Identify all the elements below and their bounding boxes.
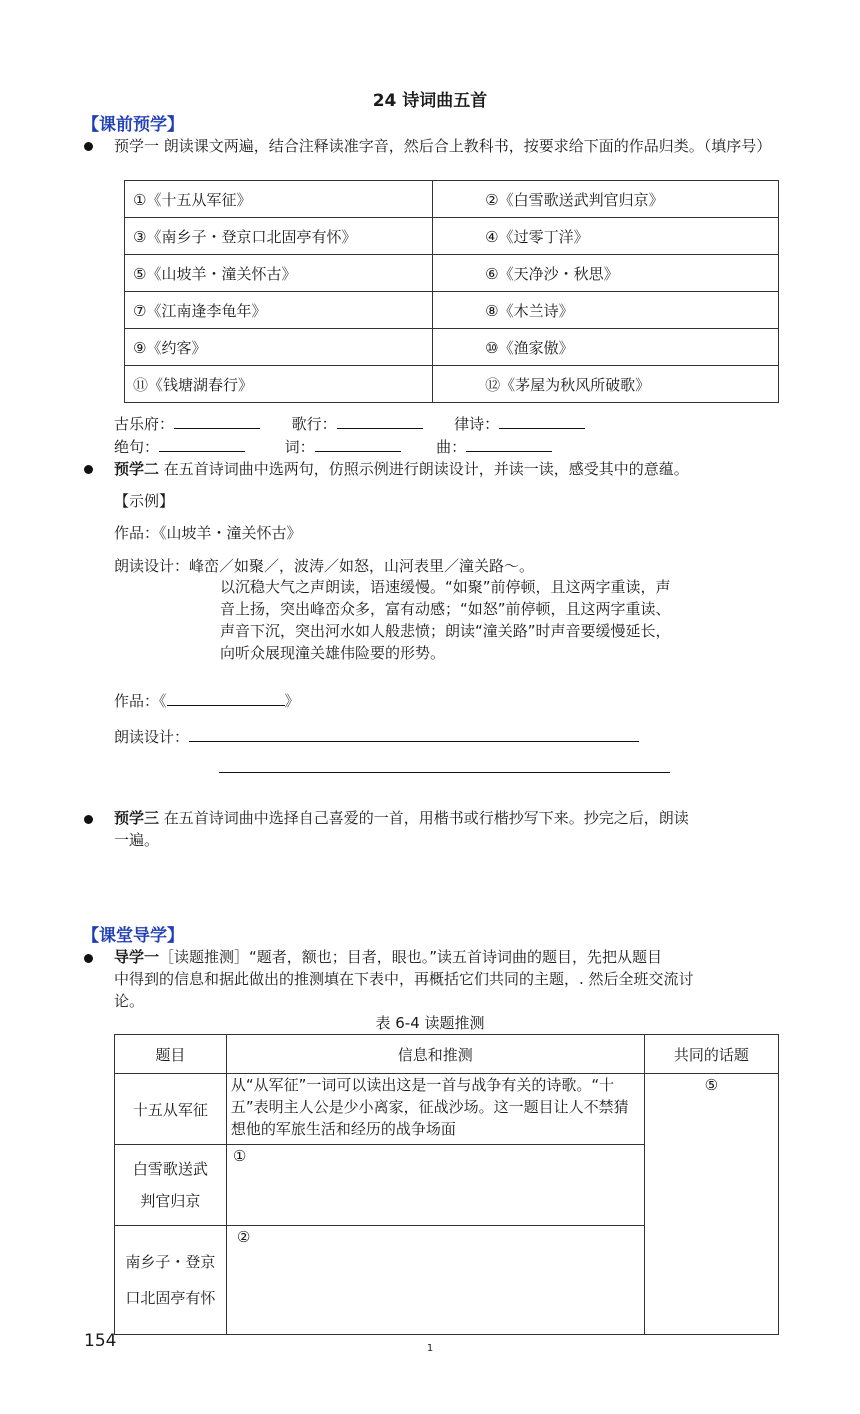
answer-design-line bbox=[114, 726, 639, 748]
works-row bbox=[125, 366, 779, 403]
example-work-line: 作品：《山坡羊・潼关怀古》 bbox=[114, 524, 302, 542]
work-item: ⑤《山坡羊・潼关怀古》 bbox=[125, 255, 433, 292]
work-item: ⑪《钱塘湖春行》 bbox=[125, 366, 433, 403]
header-info: 信息和推测 bbox=[226, 1035, 644, 1074]
page-number: 154 bbox=[84, 1331, 117, 1351]
work-item: ⑩《渔家傲》 bbox=[433, 329, 779, 366]
header-title: 题目 bbox=[115, 1035, 227, 1074]
blank-lvshi[interactable] bbox=[499, 414, 585, 429]
bullet bbox=[84, 815, 93, 824]
row2-title bbox=[115, 1145, 227, 1226]
work-item: ①《十五从军征》 bbox=[125, 181, 433, 218]
reading-inference-table bbox=[114, 1034, 779, 1335]
footer-number: 1 bbox=[426, 1343, 434, 1354]
pre-study-3-text-2: 一遍。 bbox=[114, 831, 160, 849]
explain-line: 以沉稳大气之声朗读，语速缓慢。“如聚”前停顿，且这两字重读，声 bbox=[220, 578, 671, 596]
work-item: ③《南乡子・登京口北固亭有怀》 bbox=[125, 218, 433, 255]
works-row bbox=[125, 292, 779, 329]
bullet bbox=[84, 142, 93, 151]
work-item: ⑦《江南逢李龟年》 bbox=[125, 292, 433, 329]
guide-1-line-3: 论。 bbox=[114, 992, 145, 1010]
pre-study-3-label: 预学三 bbox=[114, 809, 160, 827]
blank-gexing[interactable] bbox=[337, 414, 423, 429]
answer-work-label: 作品：《 bbox=[114, 692, 167, 710]
works-row bbox=[125, 255, 779, 292]
category-row-2 bbox=[114, 436, 552, 457]
works-row bbox=[125, 218, 779, 255]
row3-title-line-2: 口北固亭有怀 bbox=[125, 1289, 216, 1307]
explain-line: 音上扬，突出峰峦众多，富有动感；“如怒”前停顿，且这两字重读、 bbox=[220, 600, 671, 618]
pre-study-3 bbox=[114, 807, 779, 851]
header-topic: 共同的话题 bbox=[644, 1035, 778, 1074]
pre-study-2-label: 预学二 bbox=[114, 460, 160, 478]
label-lvshi: 律诗： bbox=[454, 415, 500, 433]
section-heading-classroom: 【课堂导学】 bbox=[82, 926, 184, 946]
bullet bbox=[84, 465, 93, 474]
work-item: ⑨《约客》 bbox=[125, 329, 433, 366]
guide-1-line-1: ［读题推测］“题者，额也；目者，眼也。”读五首诗词曲的题目，先把从题目 bbox=[159, 948, 663, 966]
answer-work-blank[interactable] bbox=[167, 691, 285, 706]
row3-title bbox=[115, 1226, 227, 1335]
bullet bbox=[84, 954, 93, 963]
example-label: 【示例】 bbox=[114, 492, 175, 510]
explain-line: 向听众展现潼关雄伟险要的形势。 bbox=[220, 644, 446, 662]
example-design-line: 朗读设计：峰峦／如聚／，波涛／如怒，山河表里／潼关路～。 bbox=[114, 557, 535, 575]
work-item: ⑧《木兰诗》 bbox=[433, 292, 779, 329]
section-heading-preview: 【课前预学】 bbox=[82, 115, 184, 135]
page-title: 24 诗词曲五首 bbox=[372, 91, 488, 111]
example-explanation bbox=[220, 576, 780, 664]
blank-qu[interactable] bbox=[466, 437, 552, 452]
label-jueju: 绝句： bbox=[114, 438, 160, 456]
label-gu-yuefu: 古乐府： bbox=[114, 415, 175, 433]
guide-1-line-2: 中得到的信息和据此做出的推测填在下表中，再概括它们共同的主题，. 然后全班交流讨 bbox=[114, 970, 694, 988]
label-ci: 词： bbox=[284, 438, 315, 456]
row2-title-line-1: 白雪歌送武 bbox=[132, 1160, 208, 1178]
blank-gu-yuefu[interactable] bbox=[174, 414, 260, 429]
row1-topic[interactable]: ⑤ bbox=[644, 1074, 778, 1335]
works-row bbox=[125, 181, 779, 218]
pre-study-2 bbox=[114, 458, 779, 480]
works-table bbox=[124, 180, 779, 403]
answer-work-line bbox=[114, 690, 300, 712]
label-qu: 曲： bbox=[436, 438, 467, 456]
blank-jueju[interactable] bbox=[159, 437, 245, 452]
work-item: ⑥《天净沙・秋思》 bbox=[433, 255, 779, 292]
row3-info[interactable]: ② bbox=[226, 1226, 644, 1335]
works-row bbox=[125, 329, 779, 366]
row3-title-line-1: 南乡子・登京 bbox=[125, 1253, 216, 1271]
pre-study-2-text: 在五首诗词曲中选两句，仿照示例进行朗读设计，并读一读，感受其中的意蕴。 bbox=[163, 460, 689, 478]
table-caption: 表 6-4 读题推测 bbox=[375, 1014, 485, 1032]
explain-line: 声音下沉，突出河水如人般悲愤；朗读“潼关路”时声音要缓慢延长， bbox=[220, 622, 671, 640]
blank-ci[interactable] bbox=[315, 437, 401, 452]
pre-study-1-text: 预学一 朗读课文两遍，结合注释读准字音，然后合上教科书，按要求给下面的作品归类。（填序号） bbox=[114, 137, 772, 155]
label-gexing: 歌行： bbox=[291, 415, 337, 433]
row2-title-line-2: 判官归京 bbox=[140, 1192, 201, 1210]
row2-info[interactable]: ① bbox=[226, 1145, 644, 1226]
answer-design-blank-2[interactable] bbox=[219, 772, 670, 773]
guide-1-label: 导学一 bbox=[114, 948, 160, 966]
row1-info: 从“从军征”一词可以读出这是一首与战争有关的诗歌。“十五”表明主人公是少小离家，征战沙场。这一题目让人不禁猜想他的军旅生活和经历的战争场面 bbox=[226, 1074, 644, 1145]
pre-study-3-text: 在五首诗词曲中选择自己喜爱的一首，用楷书或行楷抄写下来。抄完之后，朗读 bbox=[163, 809, 689, 827]
guide-1 bbox=[114, 946, 784, 1012]
category-row-1 bbox=[114, 413, 585, 434]
answer-design-label: 朗读设计： bbox=[114, 728, 190, 746]
row1-title: 十五从军征 bbox=[115, 1074, 227, 1145]
work-item: ⑫《茅屋为秋风所破歌》 bbox=[433, 366, 779, 403]
work-item: ②《白雪歌送武判官归京》 bbox=[433, 181, 779, 218]
answer-work-close: 》 bbox=[284, 692, 300, 710]
work-item: ④《过零丁洋》 bbox=[433, 218, 779, 255]
answer-design-blank-1[interactable] bbox=[189, 727, 639, 742]
